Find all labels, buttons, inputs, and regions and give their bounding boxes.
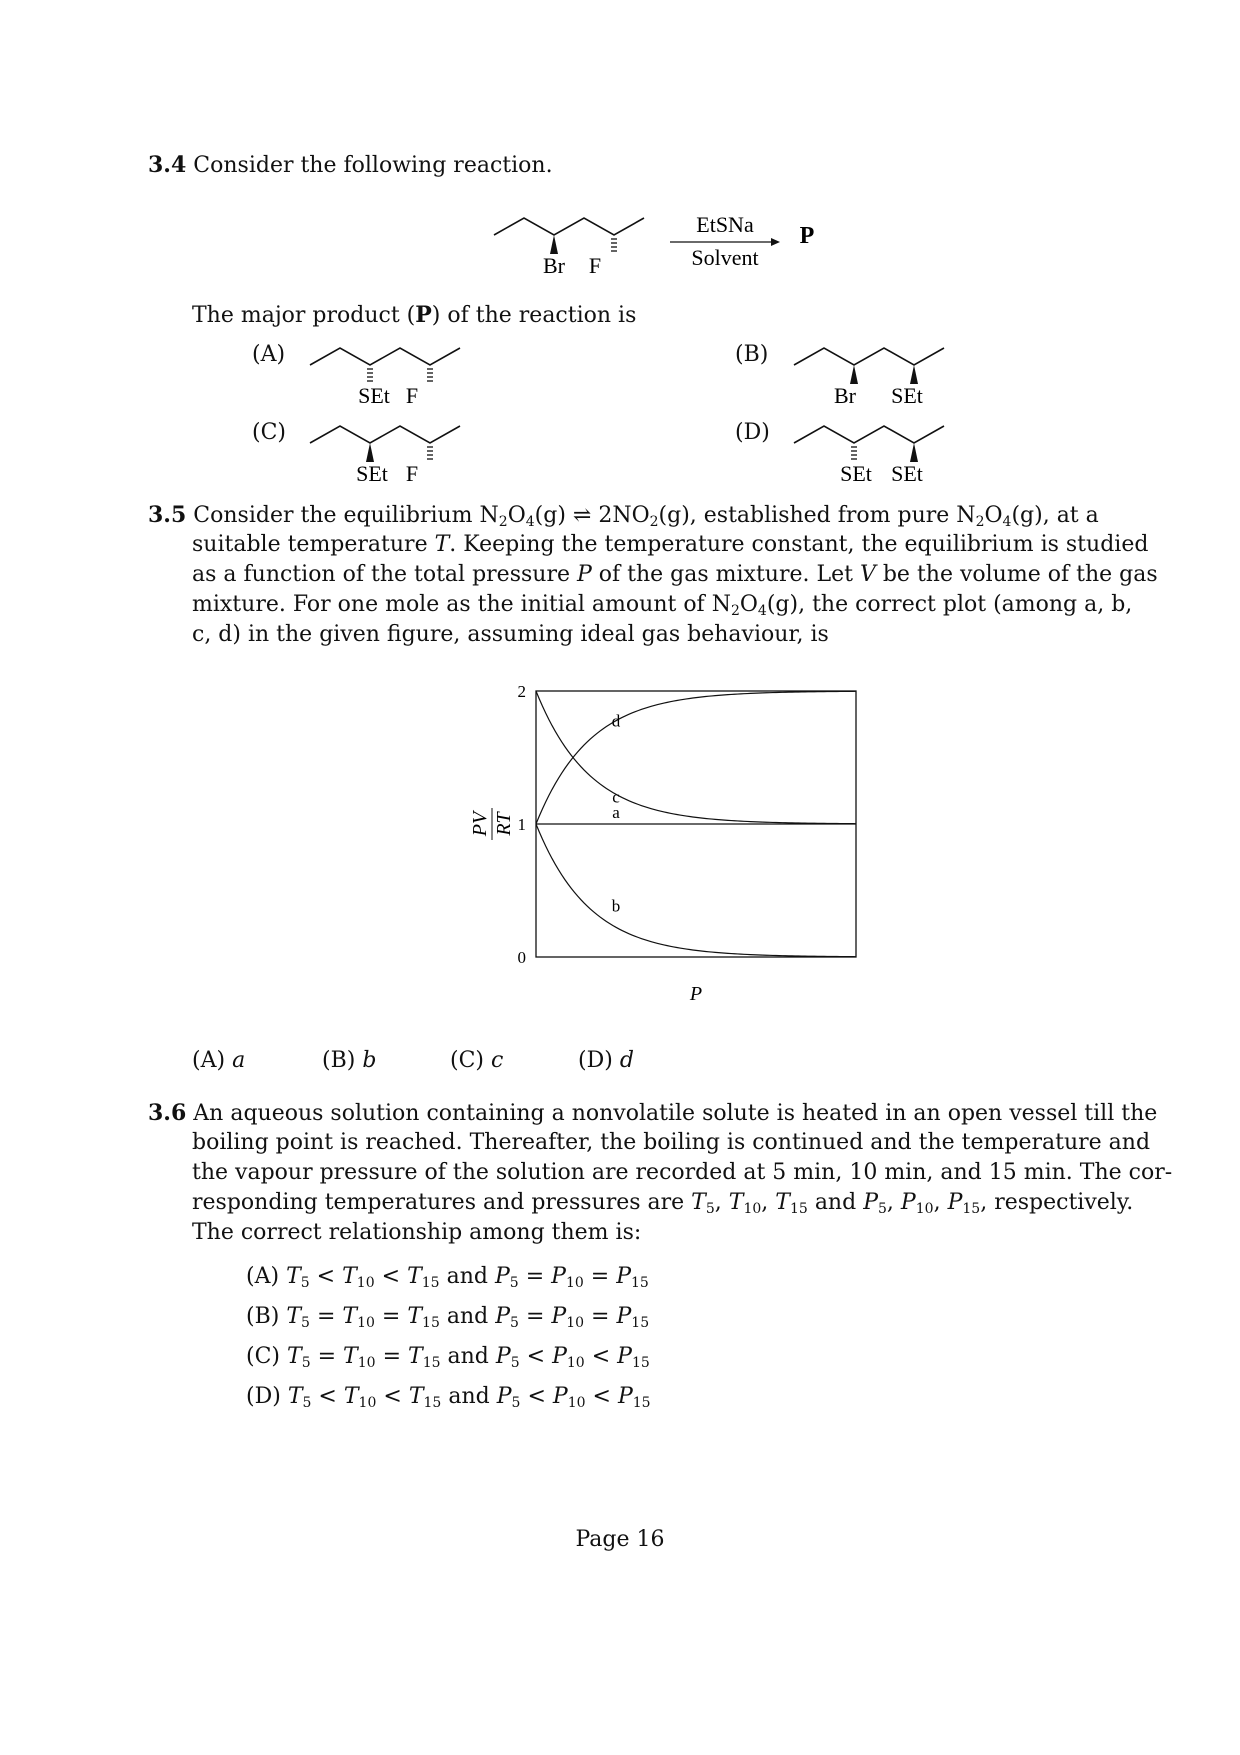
- arrow-head-icon: [771, 238, 780, 246]
- q35-option-d-label: (D): [578, 1048, 613, 1073]
- hashed-bond: [427, 447, 433, 459]
- q35-option-b-value: b: [362, 1048, 377, 1073]
- q35-line2: [192, 530, 1148, 560]
- relation: <: [318, 1384, 337, 1409]
- q34-prompt: Consider the following reaction.: [193, 153, 553, 178]
- q35-option-c-label: (C): [450, 1048, 484, 1073]
- curve-b: [536, 824, 856, 957]
- sub: 10: [357, 1315, 375, 1331]
- q34-substrate-structure: [488, 210, 658, 280]
- chart-ticks: [518, 682, 527, 967]
- option-b-sub2: SEt: [891, 383, 923, 408]
- sym: T: [343, 1384, 359, 1409]
- y-tick-label: 2: [517, 682, 526, 701]
- option-a-sub2: F: [405, 383, 419, 408]
- q35-line4: [192, 590, 1132, 620]
- sub: 10: [743, 1201, 762, 1217]
- relation: =: [525, 1264, 545, 1289]
- sub: 15: [631, 1315, 650, 1331]
- sym: T: [286, 1304, 302, 1329]
- q36-option-c[interactable]: [246, 1342, 650, 1372]
- q35-text-d: (g), established from pure N: [658, 503, 976, 528]
- sym: P: [495, 1344, 511, 1369]
- q35-line4b: O: [739, 592, 758, 617]
- relation: <: [381, 1264, 401, 1289]
- q34-question-pre: The major product (: [192, 303, 416, 328]
- substrate-f-label: F: [588, 253, 602, 278]
- and-word: and: [446, 1264, 488, 1289]
- q35-line3: [192, 560, 1158, 590]
- sym: P: [900, 1190, 916, 1215]
- q34-question: [192, 300, 636, 331]
- sub: 15: [421, 1275, 440, 1291]
- q34-option-c-label[interactable]: (C): [252, 420, 286, 445]
- hashed-bond: [611, 239, 617, 251]
- sym: T: [728, 1190, 744, 1215]
- q34-option-a-structure[interactable]: [306, 340, 476, 410]
- sub: 15: [962, 1201, 981, 1217]
- sub: 2: [498, 514, 508, 530]
- option-label: (B): [246, 1304, 280, 1329]
- q35-option-d[interactable]: [578, 1048, 634, 1073]
- option-d-sub2: SEt: [891, 461, 923, 486]
- q35-option-d-value: d: [619, 1048, 634, 1073]
- option-c-sub1: SEt: [356, 461, 388, 486]
- sub: 2: [730, 603, 740, 619]
- q36-line1: [148, 1098, 1157, 1129]
- chart-curve-labels: [612, 712, 621, 916]
- curve-label-c: c: [612, 787, 620, 807]
- q35-line2a: suitable temperature: [192, 532, 435, 557]
- q34-option-c-structure[interactable]: [306, 418, 476, 488]
- relation: <: [383, 1384, 402, 1409]
- relation: =: [590, 1264, 610, 1289]
- sym: T: [775, 1190, 790, 1215]
- sub: 5: [510, 1315, 519, 1331]
- option-d-sub1: SEt: [840, 461, 872, 486]
- page-number: Page 16: [575, 1527, 665, 1552]
- curve-label-b: b: [611, 896, 621, 916]
- relation: <: [591, 1344, 611, 1369]
- sub: 10: [357, 1355, 376, 1371]
- sym: P: [494, 1264, 510, 1289]
- q34-header: [148, 150, 553, 181]
- sym: T: [286, 1264, 301, 1289]
- hashed-bond: [851, 447, 857, 459]
- sub: 15: [422, 1315, 440, 1331]
- and-word: and: [814, 1190, 857, 1215]
- sub: 5: [878, 1201, 887, 1217]
- sym: T: [342, 1304, 358, 1329]
- sub: 5: [509, 1275, 519, 1291]
- sym: T: [407, 1304, 423, 1329]
- q36-line4: responding temperatures and pressures are $T_5$, $T_{10}$, $T_{15}$ and $P_5$, $P_{10}$, $P_{15}$, respectively.: [192, 1190, 1134, 1217]
- sub: 5: [300, 1275, 310, 1291]
- q35-option-a-label: (A): [192, 1048, 226, 1073]
- q36-option-b[interactable]: [246, 1302, 649, 1332]
- sym: T: [342, 1264, 357, 1289]
- relation: <: [592, 1384, 611, 1409]
- q35-option-a-value: a: [232, 1048, 246, 1073]
- sym: P: [863, 1190, 878, 1215]
- sub: 15: [631, 1275, 649, 1291]
- curve-label-a: a: [612, 803, 620, 822]
- q35-line2-t: T: [434, 532, 450, 557]
- sym: P: [616, 1264, 632, 1289]
- q35-option-b-label: (B): [322, 1048, 356, 1073]
- q34-question-bold: P: [415, 302, 432, 328]
- sym: P: [551, 1304, 567, 1329]
- sub: 5: [302, 1395, 312, 1411]
- sub: 5: [705, 1201, 715, 1217]
- substrate-br-label: Br: [543, 253, 565, 278]
- and-word: and: [448, 1384, 490, 1409]
- sym: P: [617, 1384, 633, 1409]
- y-tick-label: 1: [517, 815, 526, 834]
- sub: 4: [525, 514, 535, 530]
- sym: T: [407, 1264, 422, 1289]
- relation: =: [591, 1304, 610, 1329]
- sub: 10: [915, 1201, 934, 1217]
- q34-option-b-structure[interactable]: [790, 340, 960, 410]
- q35-option-b[interactable]: [322, 1048, 376, 1073]
- product-label: P: [799, 223, 815, 249]
- q34-option-d-structure[interactable]: [790, 418, 960, 488]
- q36-number: 3.6: [148, 1100, 187, 1126]
- q36-line4a: responding temperatures and pressures are: [192, 1190, 692, 1215]
- sym: P: [496, 1384, 512, 1409]
- curve-label-d: d: [611, 711, 621, 731]
- sub: 15: [423, 1395, 442, 1411]
- sym: T: [408, 1344, 423, 1369]
- sym: P: [947, 1190, 963, 1215]
- wedge-bond: [850, 365, 858, 384]
- q35-number: 3.5: [148, 502, 187, 528]
- relation: =: [316, 1304, 336, 1329]
- and-word: and: [446, 1304, 489, 1329]
- wedge-bond: [550, 235, 558, 254]
- y-axis-label: [469, 808, 515, 840]
- sub: 10: [567, 1395, 586, 1411]
- q35-line3-p: P: [576, 562, 592, 587]
- sym: T: [408, 1384, 424, 1409]
- q35-line2b: . Keeping the temperature constant, the equilibrium is studied: [449, 532, 1149, 557]
- sub: 2: [975, 514, 985, 530]
- sub: 15: [632, 1395, 651, 1411]
- q35-option-c[interactable]: [450, 1048, 503, 1073]
- q34-number: 3.4: [148, 152, 187, 178]
- sym: P: [552, 1384, 568, 1409]
- q35-line3b: of the gas mixture. Let: [591, 562, 860, 587]
- sub: 15: [789, 1201, 808, 1217]
- q36-option-a[interactable]: [246, 1262, 649, 1292]
- sym: P: [552, 1344, 567, 1369]
- chart-curves: [536, 691, 856, 957]
- q34-question-post: ) of the reaction is: [431, 303, 637, 328]
- relation: =: [317, 1344, 337, 1369]
- q36-line3: the vapour pressure of the solution are recorded at 5 min, 10 min, and 15 min. The cor-: [192, 1160, 1173, 1185]
- sym: T: [343, 1344, 358, 1369]
- sym: T: [691, 1190, 706, 1215]
- sym: P: [617, 1344, 632, 1369]
- q35-line3c: be the volume of the gas: [875, 562, 1158, 587]
- q35-line4a: mixture. For one mole as the initial amount of N: [192, 592, 731, 617]
- q35-line4c: (g), the correct plot (among a, b,: [766, 592, 1133, 617]
- q34-option-a-label[interactable]: (A): [252, 342, 286, 367]
- sym: T: [287, 1344, 302, 1369]
- hashed-bond: [367, 369, 433, 381]
- relation: =: [525, 1304, 545, 1329]
- sub: 5: [510, 1355, 520, 1371]
- q34-option-d-label[interactable]: (D): [735, 420, 770, 445]
- q36-line4b: , respectively.: [980, 1190, 1134, 1215]
- sub: 15: [422, 1355, 441, 1371]
- q36-line5: The correct relationship among them is:: [192, 1220, 642, 1245]
- q35-text-b: O: [507, 503, 526, 528]
- q35-line1: [148, 500, 1099, 531]
- q35-line5: c, d) in the given figure, assuming ideal gas behaviour, is: [192, 622, 829, 647]
- wedge-bond: [910, 443, 918, 462]
- relation: <: [316, 1264, 336, 1289]
- ylabel-denominator: RT: [493, 812, 515, 836]
- curve-c: [536, 691, 856, 824]
- option-a-sub1: SEt: [358, 383, 390, 408]
- sub: 4: [757, 603, 767, 619]
- sub: 2: [649, 514, 659, 530]
- sym: T: [287, 1384, 303, 1409]
- q35-text-a: Consider the equilibrium N: [193, 503, 499, 528]
- option-b-sub1: Br: [834, 383, 856, 408]
- q36-line1-text: An aqueous solution containing a nonvolatile solute is heated in an open vessel till the: [193, 1101, 1158, 1126]
- sub: 10: [356, 1275, 375, 1291]
- relation: =: [382, 1344, 401, 1369]
- ylabel-numerator: PV: [469, 811, 491, 837]
- option-label: (A): [246, 1264, 280, 1289]
- and-word: and: [447, 1344, 489, 1369]
- sub: 10: [566, 1355, 585, 1371]
- option-label: (C): [246, 1344, 280, 1369]
- option-c-sub2: F: [405, 461, 419, 486]
- q35-line3a: as a function of the total pressure: [192, 562, 577, 587]
- q36-option-d[interactable]: [246, 1382, 651, 1412]
- relation: =: [381, 1304, 401, 1329]
- sub: 4: [1002, 514, 1012, 530]
- y-tick-label: 0: [517, 948, 526, 967]
- sym: P: [616, 1304, 632, 1329]
- q34-option-b-label[interactable]: (B): [735, 342, 769, 367]
- relation: <: [527, 1384, 546, 1409]
- q35-option-c-value: c: [491, 1048, 504, 1073]
- option-label: (D): [246, 1384, 281, 1409]
- q35-text-c: (g) ⇌ 2NO: [534, 503, 650, 528]
- sub: 10: [565, 1275, 584, 1291]
- curve-d: [536, 691, 856, 824]
- sub: 5: [301, 1355, 311, 1371]
- q35-option-a[interactable]: [192, 1048, 245, 1073]
- sub: 10: [358, 1395, 377, 1411]
- solvent-label: Solvent: [691, 245, 759, 270]
- relation: <: [526, 1344, 546, 1369]
- sub: 5: [301, 1315, 310, 1331]
- q35-text-e: O: [984, 503, 1003, 528]
- x-axis-label: P: [689, 983, 703, 1005]
- sub: 10: [566, 1315, 585, 1331]
- reagent-label: EtSNa: [696, 212, 754, 237]
- wedge-bond: [910, 365, 918, 384]
- pv-rt-chart: [440, 680, 880, 1010]
- q35-line3-v: V: [859, 562, 876, 587]
- sym: P: [495, 1304, 511, 1329]
- q36-line2: boiling point is reached. Thereafter, the boiling is continued and the temperature and: [192, 1130, 1151, 1155]
- q35-text-f: (g), at a: [1011, 503, 1099, 528]
- sym: P: [551, 1264, 566, 1289]
- sub: 15: [631, 1355, 650, 1371]
- wedge-bond: [366, 443, 374, 462]
- sub: 5: [511, 1395, 521, 1411]
- q34-reaction-arrow: [665, 210, 835, 280]
